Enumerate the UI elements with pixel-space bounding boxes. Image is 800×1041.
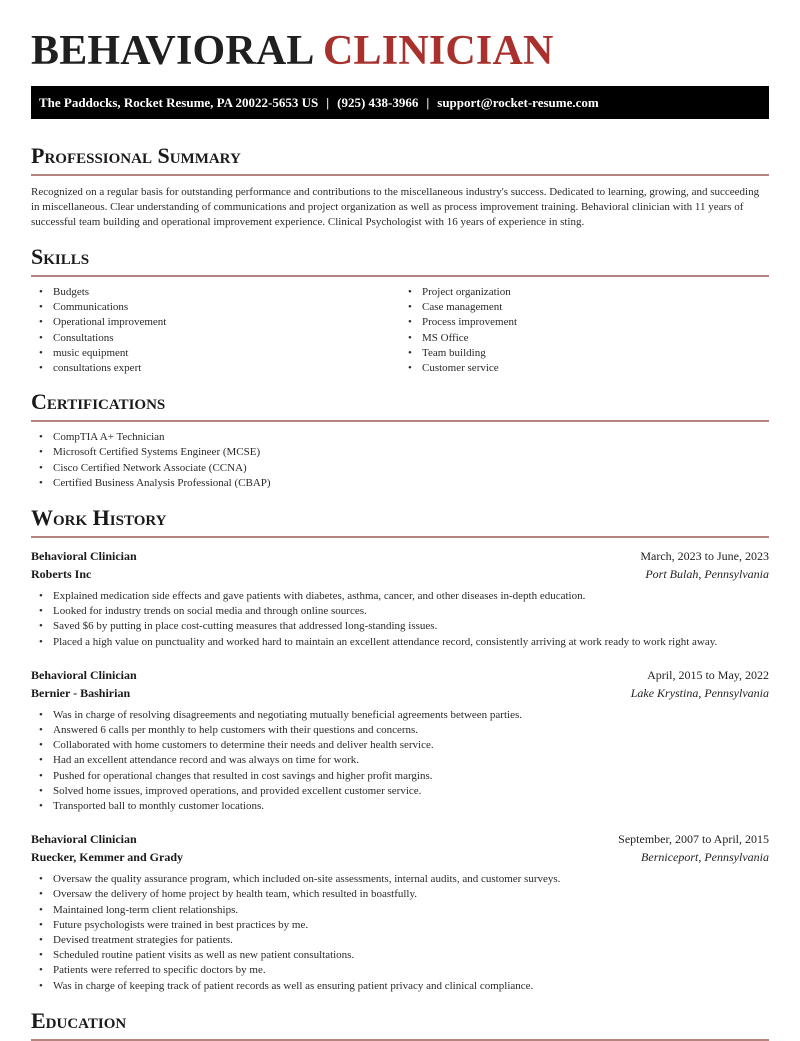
job-bullet: • Saved $6 by putting in place cost-cutting measures that addressed long-standing issues. [31,619,769,634]
job-bullets [31,872,769,994]
contact-address: The Paddocks, Rocket Resume, PA 20022-5653 US [39,95,319,110]
certification-item: • CompTIA A+ Technician [31,430,769,445]
certification-item: • Microsoft Certified Systems Engineer (MCSE) [31,445,769,460]
job-bullet: • Future psychologists were trained in best practices by me. [31,918,769,933]
title-part-1: BEHAVIORAL [31,28,313,74]
skills-heading: Skills [31,244,90,269]
section-divider [31,275,769,277]
section-divider [31,174,769,176]
skills-column-left [31,285,400,376]
job-bullets [31,589,769,650]
skill-item: • Operational improvement [31,315,400,330]
contact-phone: (925) 438-3966 [337,95,419,110]
separator: | [426,95,430,110]
job-company: Ruecker, Kemmer and Grady [31,850,183,865]
skills-column-right [400,285,769,376]
job-bullet: • Maintained long-term client relationships. [31,903,769,918]
job-bullet: • Oversaw the delivery of home project by health team, which resulted in boastfully. [31,887,769,902]
contact-bar [31,86,769,119]
contact-email[interactable]: support@rocket-resume.com [437,95,599,110]
job-title: Behavioral Clinician [31,667,137,682]
skill-item: • consultations expert [31,361,400,376]
job-bullet: • Looked for industry trends on social media and through online sources. [31,604,769,619]
job-bullets [31,708,769,814]
summary-text: Recognized on a regular basis for outstanding performance and contributions to the miscellaneous industry's success. Dedicated to learning, growing, and succeeding in miscellaneous. Clear understanding of communications and project organization as well as process improvement training. Behavioral clinician with 11 years of successful team building and operational improvement experience. Clinical Psychologist with 16 years of experience in sting. [31,186,760,228]
job-entry [31,666,769,814]
summary-heading: Professional Summary [31,143,241,168]
job-entry [31,547,769,650]
skill-item: • Project organization [400,285,769,300]
job-company: Roberts Inc [31,567,92,582]
certification-item: • Cisco Certified Network Associate (CCNA) [31,461,769,476]
job-bullet: • Pushed for operational changes that resulted in cost savings and higher profit margins. [31,769,769,784]
job-bullet: • Placed a high value on punctuality and worked hard to maintain an excellent attendance record, consistently arriving at work ready to work right away. [31,635,769,650]
section-divider [31,536,769,538]
education-heading: Education [31,1007,127,1033]
job-title: Behavioral Clinician [31,832,137,847]
skill-item: • Process improvement [400,315,769,330]
job-bullet: • Devised treatment strategies for patients. [31,933,769,948]
job-bullet: • Was in charge of keeping track of patient records as well as ensuring patient privacy and clinical compliance. [31,979,769,994]
skill-item: • music equipment [31,346,400,361]
job-bullet: • Answered 6 calls per monthly to help customers with their questions and concerns. [31,723,769,738]
skill-item: • Case management [400,300,769,315]
job-company: Bernier - Bashirian [31,685,131,700]
job-bullet: • Patients were referred to specific doctors by me. [31,963,769,978]
job-dates: March, 2023 to June, 2023 [640,549,769,564]
skill-item: • Team building [400,346,769,361]
separator: | [326,95,330,110]
job-location: Port Bulah, Pennsylvania [645,567,769,582]
certification-item: • Certified Business Analysis Professional (CBAP) [31,476,769,491]
work-history-heading: Work History [31,505,167,531]
job-entry [31,830,769,994]
certifications-heading: Certifications [31,389,166,415]
job-bullet: • Transported ball to monthly customer locations. [31,799,769,814]
skill-item: • Communications [31,300,400,315]
job-dates: April, 2015 to May, 2022 [647,667,769,682]
job-bullet: • Collaborated with home customers to determine their needs and deliver health service. [31,738,769,753]
skills-list [31,285,769,376]
skill-item: • Budgets [31,285,400,300]
certifications-list [31,430,769,491]
skill-item: • MS Office [400,331,769,346]
skill-item: • Customer service [400,361,769,376]
job-title: Behavioral Clinician [31,549,137,564]
job-bullet: • Oversaw the quality assurance program, which included on-site assessments, internal audits, and customer surveys. [31,872,769,887]
job-bullet: • Solved home issues, improved operations, and provided excellent customer service. [31,784,769,799]
title-part-2: CLINICIAN [323,28,554,74]
job-location: Lake Krystina, Pennsylvania [630,685,769,700]
job-bullet: • Was in charge of resolving disagreements and negotiating mutually beneficial agreements between parties. [31,708,769,723]
job-dates: September, 2007 to April, 2015 [618,832,769,847]
job-bullet: • Had an excellent attendance record and was always on time for work. [31,753,769,768]
section-divider [31,420,769,422]
job-bullet: • Scheduled routine patient visits as well as new patient consultations. [31,948,769,963]
job-location: Berniceport, Pennsylvania [641,850,769,865]
skill-item: • Consultations [31,331,400,346]
resume-title [31,0,769,74]
job-bullet: • Explained medication side effects and gave patients with diabetes, asthma, cancer, and other diseases in-depth education. [31,589,769,604]
